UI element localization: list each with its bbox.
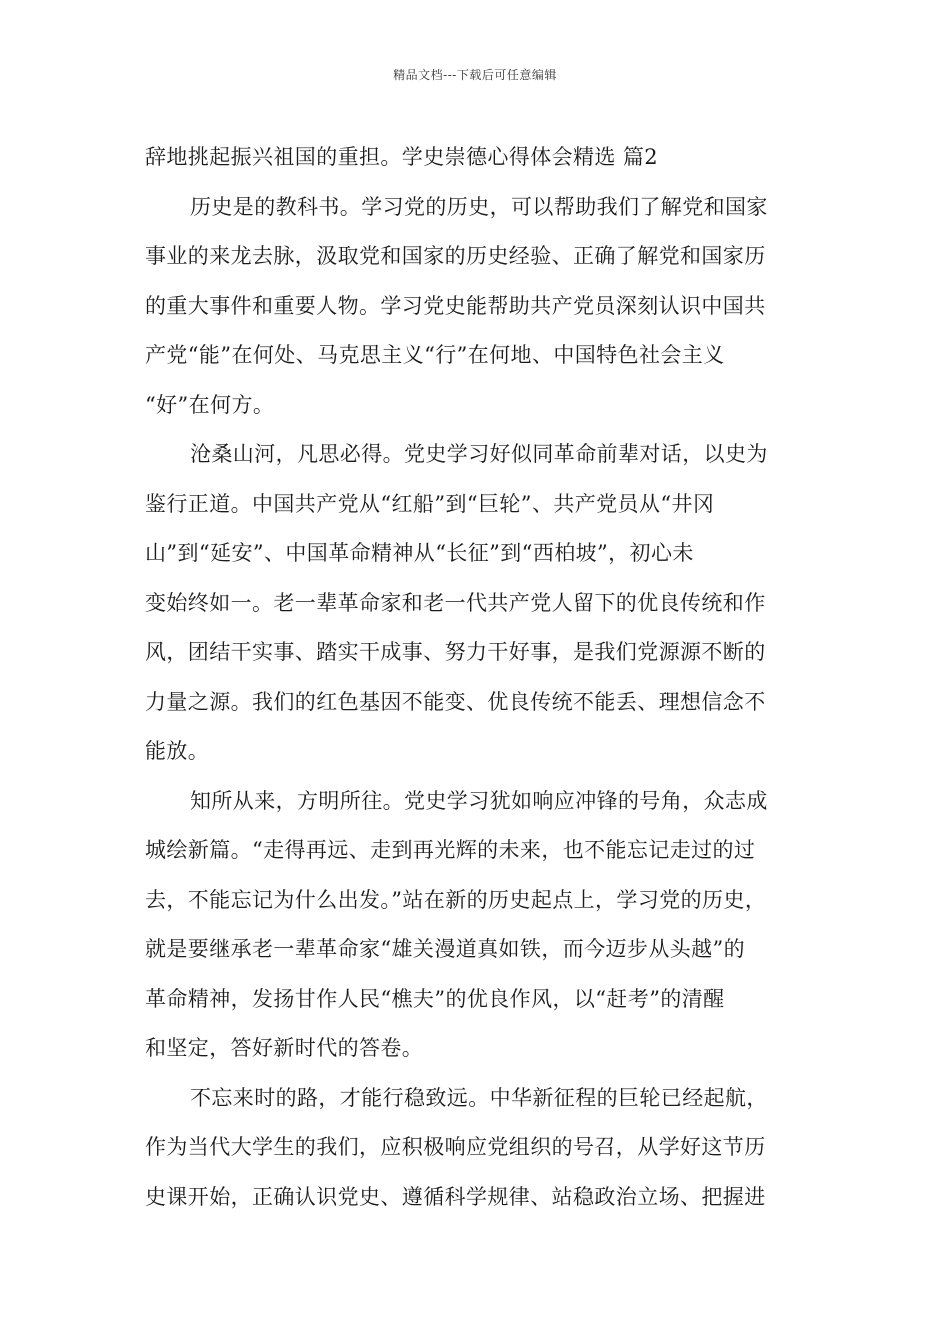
paragraph-first-line: 沧桑山河，凡思必得。党史学习好似同革命前辈对话，以史为 <box>190 442 768 466</box>
text-line: 和坚定，答好新时代的答卷。 <box>145 1036 424 1060</box>
text-line: 事业的来龙去脉，汲取党和国家的历史经验、正确了解党和国家历 <box>145 244 766 268</box>
paragraph-first-line: 不忘来时的路，才能行稳致远。中华新征程的巨轮已经起航， <box>190 1085 768 1110</box>
document-body <box>145 133 813 1222</box>
text-line: 城绘新篇。“走得再远、走到再光辉的未来，也不能忘记走过的过 <box>145 838 756 862</box>
text-line: 风，团结干实事、踏实干成事、努力干好事，是我们党源源不断的 <box>145 640 766 664</box>
text-line: 的重大事件和重要人物。学习党史能帮助共产党员深刻认识中国共 <box>145 293 766 318</box>
text-line: 变始终如一。老一辈革命家和老一代共产党人留下的优良传统和作 <box>145 590 766 615</box>
text-line: 产党“能”在何处、马克思主义“行”在何地、中国特色社会主义 <box>145 343 725 367</box>
paragraph-first-line: 知所从来，方明所往。党史学习犹如响应冲锋的号角，众志成 <box>190 788 768 813</box>
text-line: 辞地挑起振兴祖国的重担。学史崇德心得体会精选 篇2 <box>145 145 659 169</box>
text-line: 山”到“延安”、中国革命精神从“长征”到“西柏坡”，初心未 <box>145 541 694 565</box>
text-line: “好”在何方。 <box>145 392 275 417</box>
text-line: 作为当代大学生的我们，应积极响应党组织的号召，从学好这节历 <box>145 1135 766 1159</box>
text-line: 就是要继承老一辈革命家“雄关漫道真如铁，而今迈步从头越”的 <box>145 937 746 961</box>
text-line: 去，不能忘记为什么出发。”站在新的历史起点上，学习党的历史， <box>145 887 767 912</box>
page-header: 精品文档---下载后可任意编辑 <box>393 68 557 82</box>
text-line: 史课开始，正确认识党史、遵循科学规律、站稳政治立场、把握进 <box>145 1184 766 1209</box>
text-line: 力量之源。我们的红色基因不能变、优良传统不能丢、理想信念不 <box>145 689 766 714</box>
text-line: 鉴行正道。中国共产党从“红船”到“巨轮”、共产党员从“井冈 <box>145 491 715 516</box>
paragraph-first-line: 历史是的教科书。学习党的历史，可以帮助我们了解党和国家 <box>190 194 768 219</box>
text-line: 能放。 <box>145 739 210 763</box>
text-line: 革命精神，发扬甘作人民“樵夫”的优良作风，以“赶考”的清醒 <box>145 986 725 1011</box>
